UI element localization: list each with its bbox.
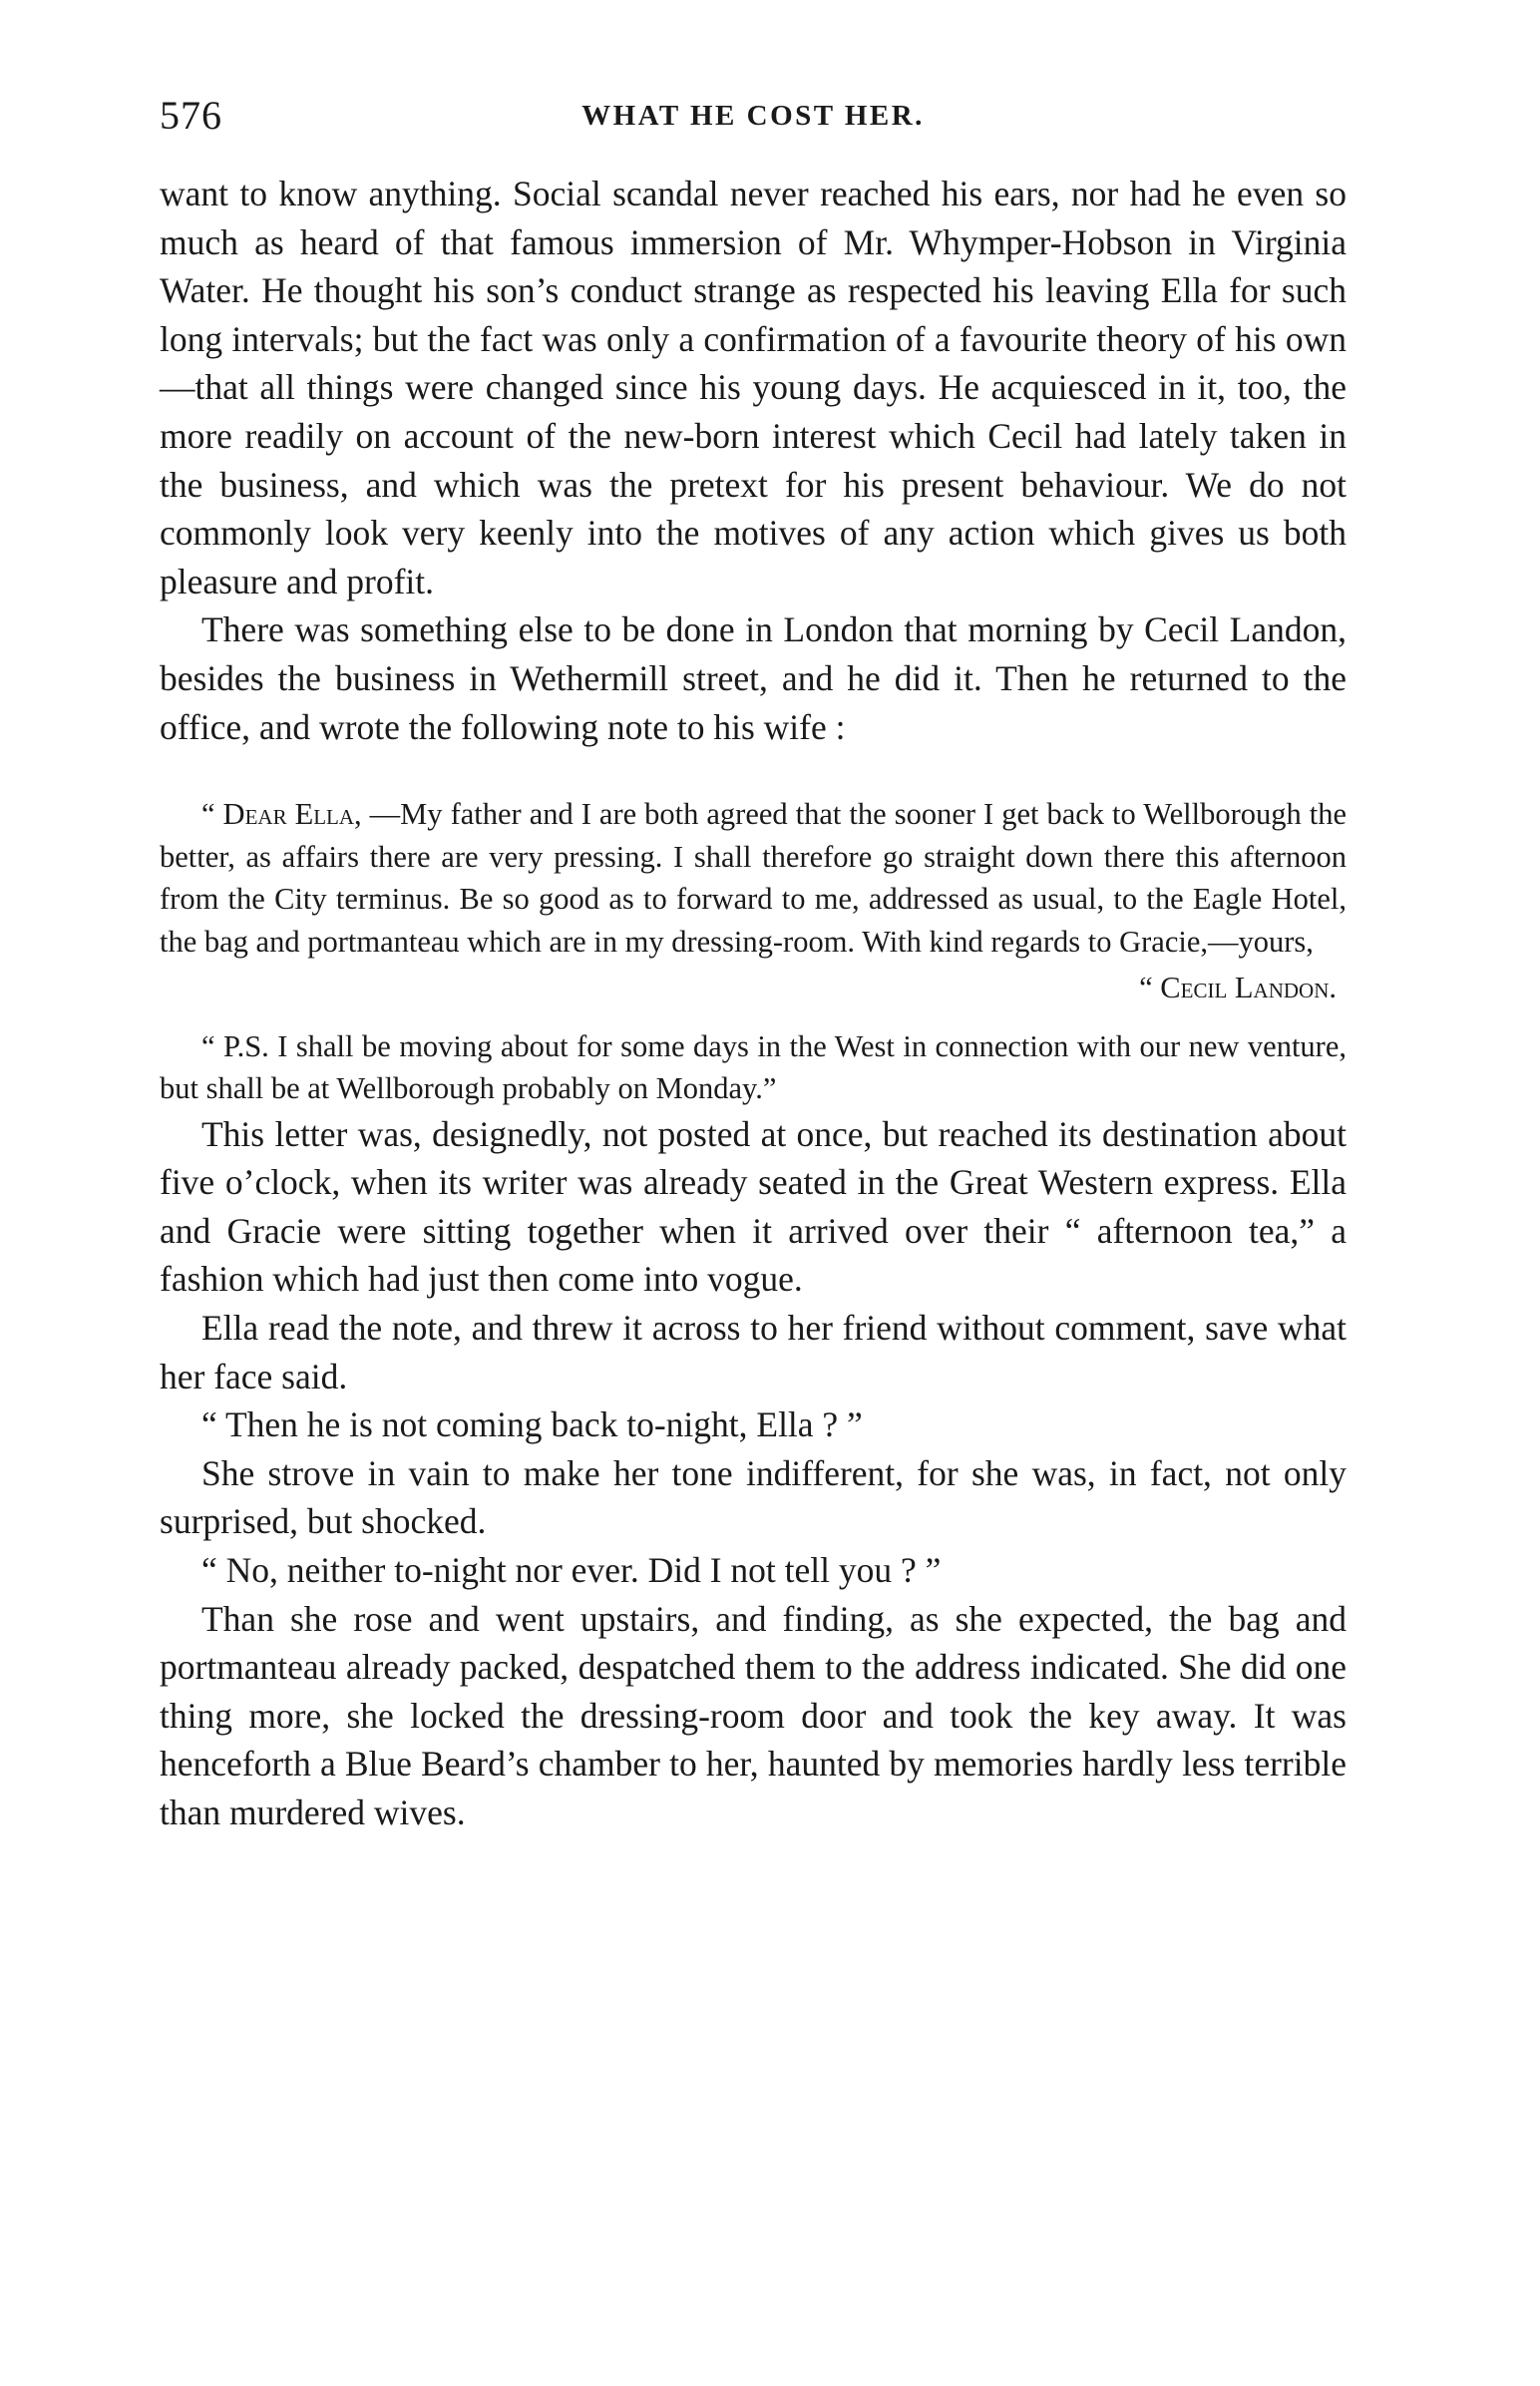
dialogue-line: “ No, neither to-night nor ever. Did I not tell you ? ” (201, 1549, 942, 1590)
running-title: WHAT HE COST HER. (581, 100, 925, 132)
paragraph: want to know anything. Social scandal never reached his ears, nor had he even so much as heard of that famous immersion of Mr. Whymper-Hobson in Virginia Water. He thought his son’s conduct strange as respected his leaving Ella for such long intervals; but the fact was only a confirmation of a favourite theory of his own—that all things were changed since his young days. He acquiesced in it, too, the more readily on account of the new-born interest which Cecil had lately taken in the business, and which was the pretext for his present behaviour. We do not commonly look very keenly into the motives of any action which gives us both pleasure and profit. (160, 174, 1347, 601)
letter-salutation: “ Dear Ella, (201, 797, 362, 832)
letter-text: —My father and I are both agreed that the sooner I get back to Wellborough the better, as affairs there are very pressing. I shall therefore go straight down there this afternoon from the City terminus. Be so good as to forward to me, addressed as usual, to the Eagle Hotel, the bag and portmanteau which are in my dressing-room. With kind regards to Gracie,—yours, (160, 797, 1348, 959)
paragraph: She strove in vain to make her tone indifferent, for she was, in fact, not only surprised, but shocked. (160, 1452, 1347, 1542)
paragraph: There was something else to be done in London that morning by Cecil Landon, besides the business in Wethermill street, and he did it. Then he returned to the office, and wrote the following note to his wife : (160, 609, 1347, 747)
paragraph: Ella read the note, and threw it across to her friend without comment, save what her face said. (160, 1308, 1347, 1396)
letter-block (160, 793, 1347, 1110)
page-body (160, 170, 1347, 1837)
letter-postscript: “ P.S. I shall be moving about for some days in the West in connection with our new venture, but shall be at Wellborough probably on Monday.” (160, 1028, 1347, 1106)
letter-body (160, 793, 1347, 963)
page-header (160, 92, 1347, 142)
paragraph: Than she rose and went upstairs, and finding, as she expected, the bag and portmanteau already packed, despatched them to the address indicated. She did one thing more, she locked the dressing-room door and took the key away. It was henceforth a Blue Beard’s chamber to her, haunted by memories hardly less terrible than murdered wives. (160, 1598, 1347, 1832)
page-number: 576 (160, 93, 222, 138)
letter-signature: “ Cecil Landon. (1139, 971, 1337, 1005)
paragraph: This letter was, designedly, not posted at once, but reached its destination about five o’clock, when its writer was already seated in the Great Western express. Ella and Gracie were sitting together when it arrived over their “ afternoon tea,” a fashion which had just then come into vogue. (160, 1113, 1347, 1300)
dialogue-line: “ Then he is not coming back to-night, Ella ? ” (201, 1404, 863, 1445)
